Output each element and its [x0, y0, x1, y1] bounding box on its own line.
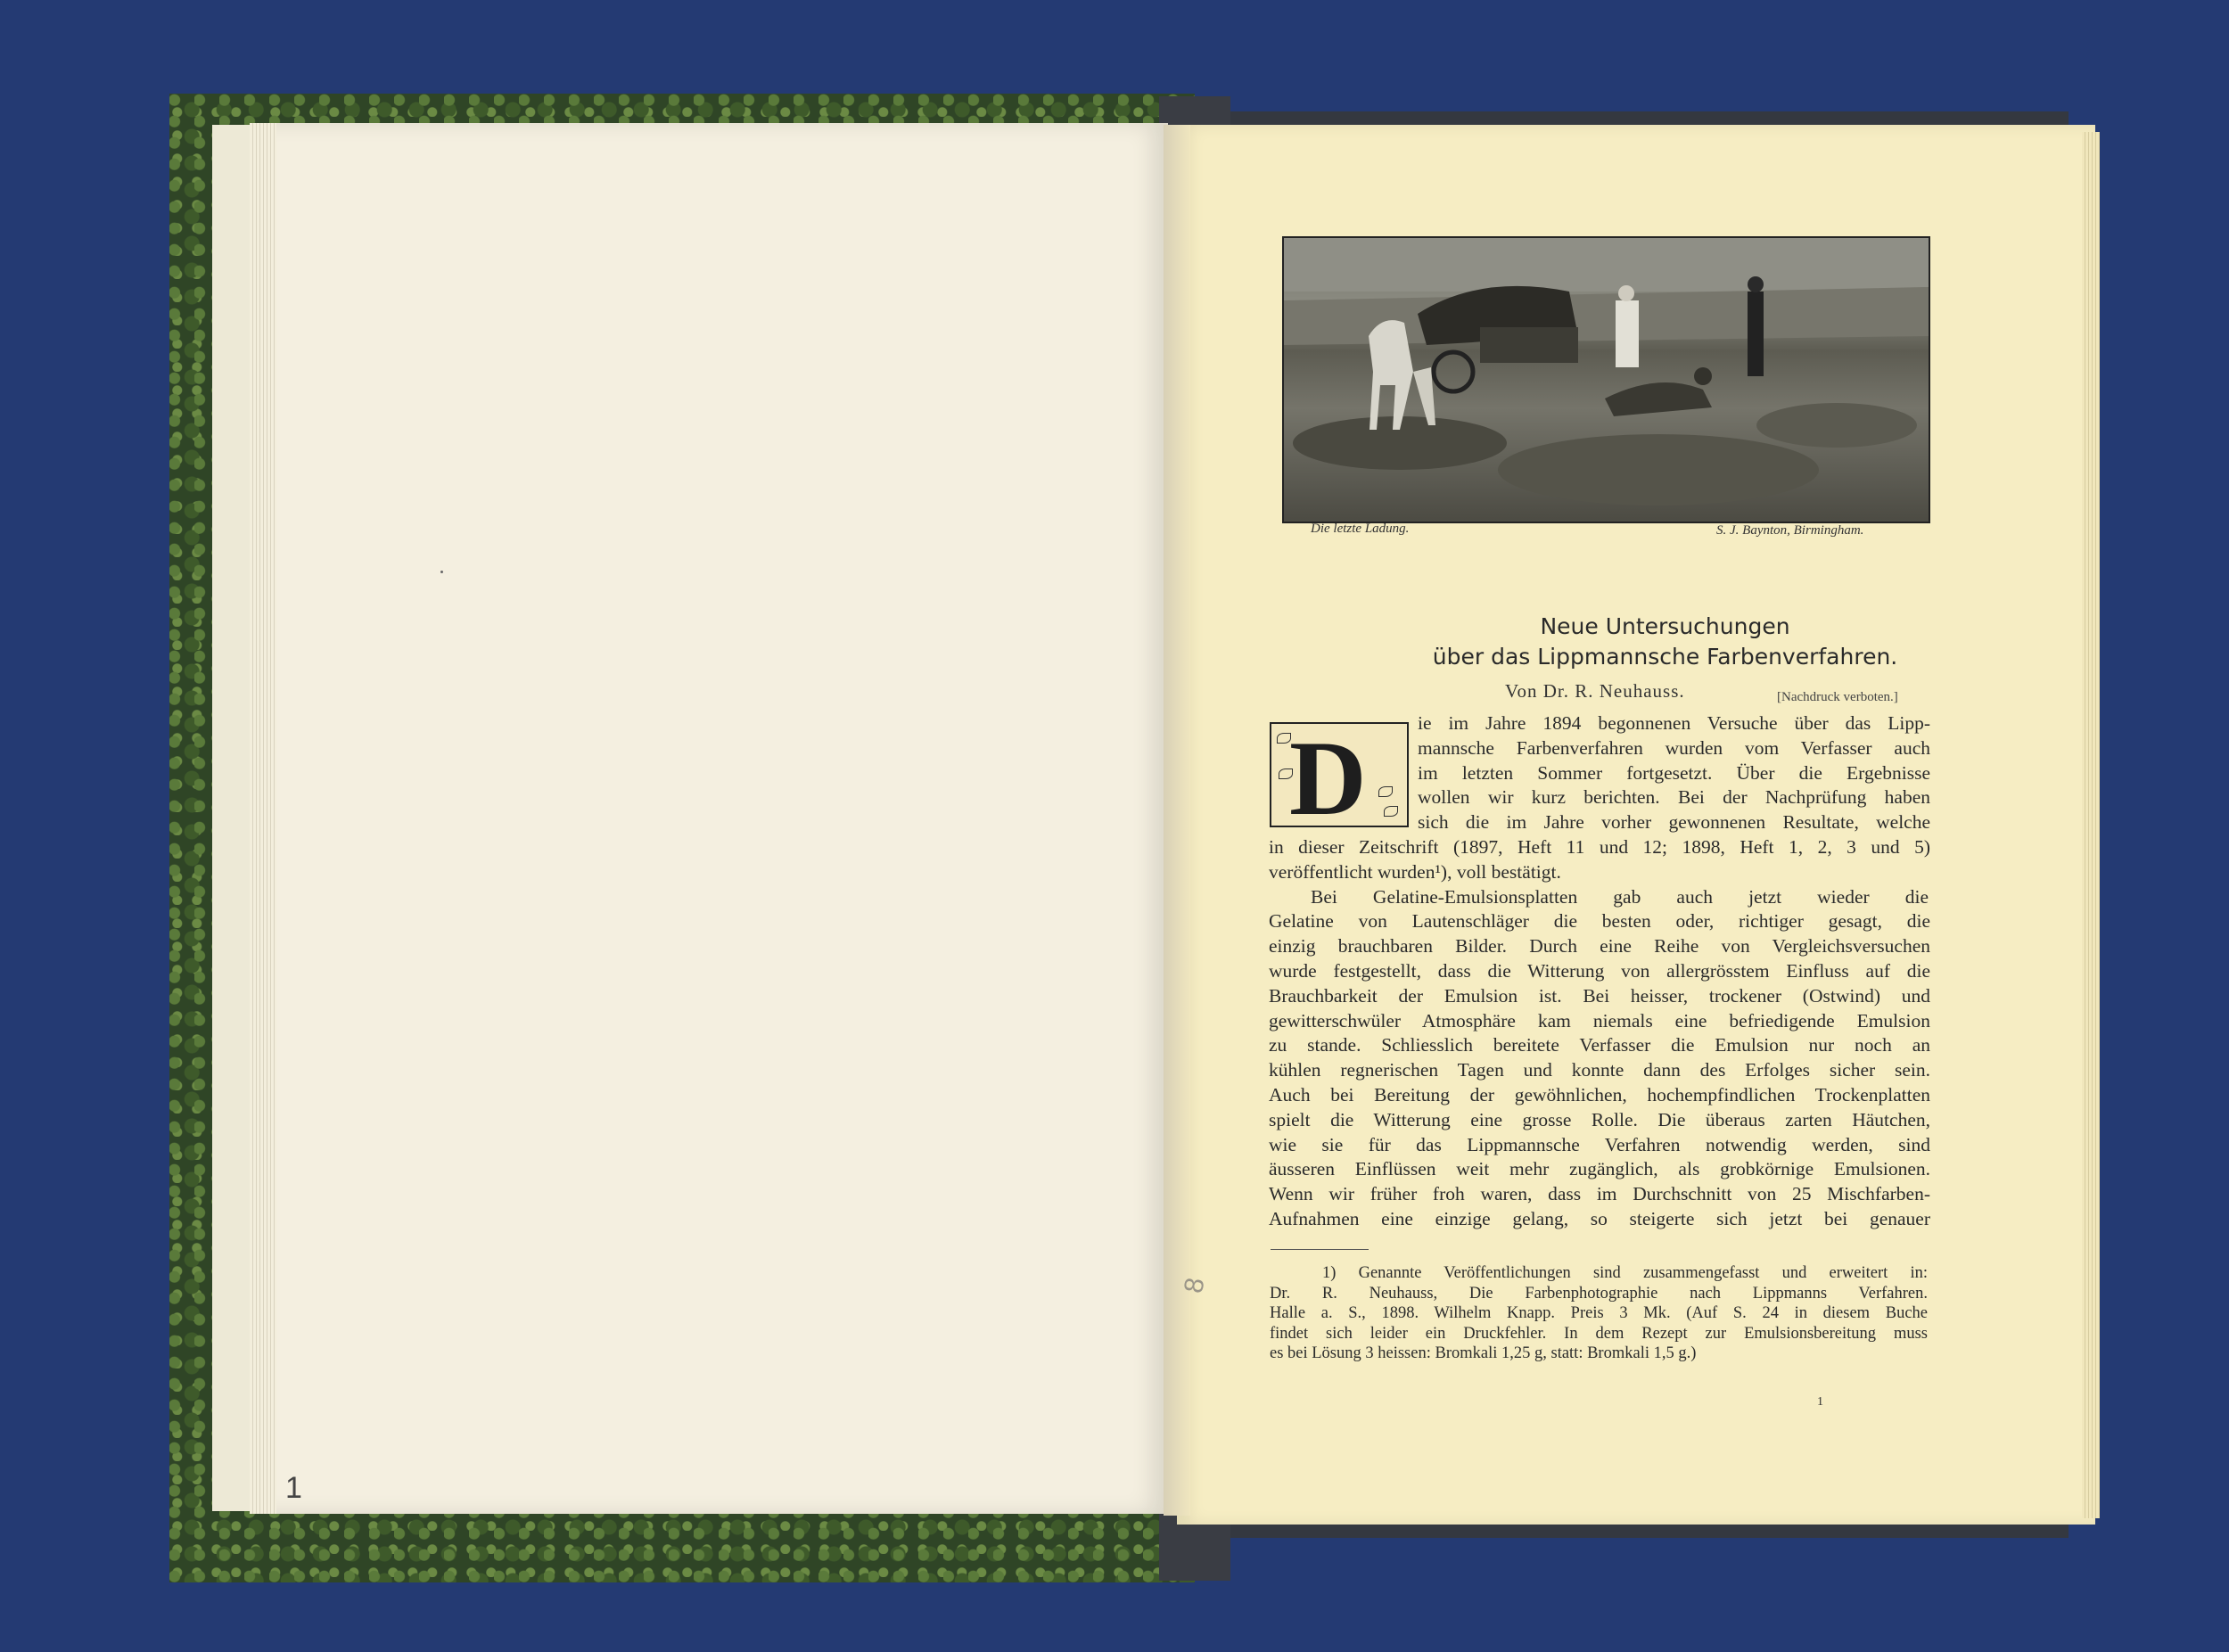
leaf-ornament — [1279, 768, 1293, 779]
drop-cap-letter: D — [1289, 719, 1367, 837]
body-line: wurde festgestellt, dass die Witterung von allergrösstem Einfluss auf die — [1269, 960, 1930, 982]
footnote-line: Halle a. S., 1898. Wilhelm Knapp. Preis 3 Mk. (Auf S. 24 in diesem Buche — [1270, 1304, 1928, 1322]
page-stack-left — [250, 123, 276, 1514]
body-line: ie im Jahre 1894 begonnenen Versuche über das Lipp- — [1418, 712, 1930, 734]
body-line: sich die im Jahre vorher gewonnenen Resultate, welche — [1418, 811, 1930, 834]
body-line: kühlen regnerischen Tagen und konnte dann des Erfolges sicher sein. — [1269, 1059, 1930, 1081]
body-line: gewitterschwüler Atmosphäre kam niemals eine befriedigende Emulsion — [1269, 1009, 1930, 1031]
body-line: im letzten Sommer fortgesetzt. Über die Ergebnisse — [1418, 761, 1930, 784]
body-line: Aufnahmen eine einzige gelang, so steigerte sich jetzt bei genauer — [1269, 1208, 1930, 1229]
body-line: Wenn wir früher froh waren, dass im Durchschnitt von 25 Mischfarben- — [1269, 1183, 1930, 1205]
body-line: veröffentlicht wurden¹), voll bestätigt. — [1269, 860, 1561, 883]
paper-speck — [440, 571, 443, 573]
body-line: äusseren Einflüssen weit mehr zugänglich, als grobkörnige Emulsionen. — [1269, 1158, 1930, 1180]
body-line: mannsche Farbenverfahren wurden vom Verfasser auch — [1418, 736, 1930, 759]
left-page-blank — [267, 123, 1168, 1514]
body-line: Brauchbarkeit der Emulsion ist. Bei heisser, trockener (Ostwind) und — [1269, 984, 1930, 1007]
body-line: wie sie für das Lippmannsche Verfahren notwendig werden, sind — [1269, 1133, 1930, 1155]
article-title-line1: Neue Untersuchungen — [1540, 613, 1790, 639]
footnote-line: findet sich leider ein Druckfehler. In dem Rezept zur Emulsionsbereitung muss — [1270, 1324, 1928, 1343]
ornamental-drop-cap — [1270, 719, 1409, 837]
leaf-ornament — [1277, 733, 1291, 744]
body-line: Bei Gelatine-Emulsionsplatten gab auch jetzt wieder die — [1311, 885, 1929, 908]
leaf-ornament — [1384, 806, 1398, 817]
pencil-margin-mark: 8 — [1179, 1275, 1211, 1295]
page-stack-right — [2082, 132, 2100, 1518]
body-line: Gelatine von Lautenschläger die besten oder, richtiger gesagt, die — [1269, 910, 1930, 933]
gutter — [1164, 125, 1190, 1516]
photo-caption-credit: S. J. Baynton, Birmingham. — [1716, 523, 1864, 538]
pencil-page-number: 1 — [285, 1471, 302, 1505]
body-line: in dieser Zeitschrift (1897, Heft 11 und 12; 1898, Heft 1, 2, 3 und 5) — [1269, 836, 1930, 858]
body-line: einzig brauchbaren Bilder. Durch eine Reihe von Vergleichsversuchen — [1269, 935, 1930, 958]
photo-caption-title: Die letzte Ladung. — [1311, 522, 1410, 536]
photograph-horse-cart — [1282, 236, 1930, 523]
footnote-line: Dr. R. Neuhauss, Die Farbenphotographie nach Lippmanns Verfahren. — [1270, 1284, 1928, 1303]
leaf-ornament — [1378, 786, 1393, 797]
body-line: wollen wir kurz berichten. Bei der Nachprüfung haben — [1418, 786, 1930, 809]
body-line: Auch bei Bereitung der gewöhnlichen, hochempfindlichen Trockenplatten — [1269, 1084, 1930, 1105]
page-number: 1 — [1817, 1395, 1823, 1409]
article-author: Von Dr. R. Neuhauss. — [1505, 680, 1685, 702]
footnote-line: 1) Genannte Veröffentlichungen sind zusammengefasst und erweitert in: — [1322, 1264, 1928, 1282]
body-line: zu stande. Schliesslich bereitete Verfasser die Emulsion nur noch an — [1269, 1034, 1930, 1056]
footnote-line: es bei Lösung 3 heissen: Bromkali 1,25 g, statt: Bromkali 1,5 g.) — [1270, 1344, 1697, 1362]
article-title-line2: über das Lippmannsche Farbenverfahren. — [1432, 644, 1898, 670]
footnote-rule — [1271, 1249, 1369, 1250]
body-line: spielt die Witterung eine grosse Rolle. Die überaus zarten Häutchen, — [1269, 1108, 1930, 1130]
reprint-notice: [Nachdruck verboten.] — [1777, 690, 1898, 704]
